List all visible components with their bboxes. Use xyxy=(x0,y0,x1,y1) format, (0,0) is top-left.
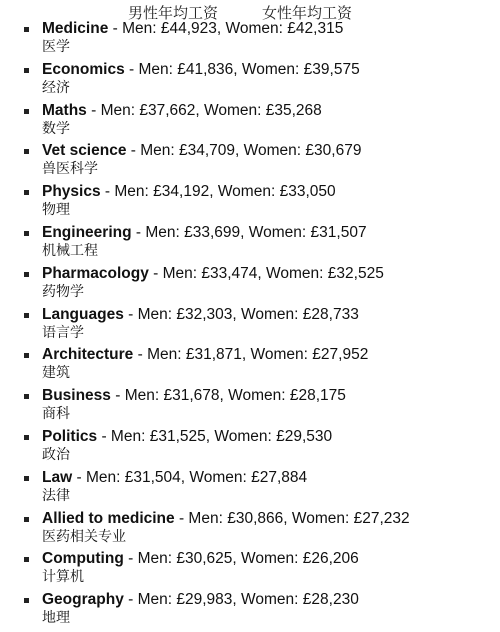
men-label: Men: xyxy=(110,427,146,445)
subject-salary-list xyxy=(0,19,500,631)
comma: , xyxy=(235,142,244,160)
comma: , xyxy=(240,223,249,241)
men-label: Men: xyxy=(138,60,173,78)
men-label: Men: xyxy=(137,591,173,609)
separator: - xyxy=(131,223,146,241)
bullet-icon xyxy=(24,598,29,603)
men-salary: £32,303 xyxy=(176,305,233,323)
women-salary: £33,050 xyxy=(279,183,336,201)
subject-chinese-name: 医药相关专业 xyxy=(42,528,126,545)
comma: , xyxy=(195,101,205,119)
subject-chinese-name: 经济 xyxy=(42,79,70,96)
salary-line xyxy=(42,590,500,609)
women-label: Women: xyxy=(214,427,272,445)
salary-line xyxy=(42,141,500,160)
salary-line xyxy=(42,549,500,568)
separator: - xyxy=(124,60,139,78)
men-label: Men: xyxy=(188,509,223,527)
men-salary: £34,192 xyxy=(153,183,210,201)
subject-list-item xyxy=(0,182,500,223)
bullet-icon xyxy=(24,435,29,440)
subject-list-item xyxy=(0,345,500,386)
women-label: Women: xyxy=(241,305,299,323)
men-salary: £30,866 xyxy=(227,509,284,527)
men-label: Men: xyxy=(100,101,136,119)
women-label: Women: xyxy=(225,20,283,37)
separator: - xyxy=(174,509,189,527)
bullet-icon xyxy=(24,190,29,195)
women-salary: £30,679 xyxy=(305,142,362,160)
comma: , xyxy=(283,509,292,527)
comma: , xyxy=(205,427,215,445)
subject-list-item xyxy=(0,264,500,305)
subject-chinese-name: 机械工程 xyxy=(42,242,98,259)
subject-list-item xyxy=(0,386,500,427)
separator: - xyxy=(126,142,141,160)
salary-line xyxy=(42,223,500,242)
subject-chinese-name: 医学 xyxy=(42,39,70,55)
women-label: Women: xyxy=(204,101,262,119)
comma: , xyxy=(219,387,229,405)
women-salary: £29,530 xyxy=(276,427,333,445)
women-salary: £42,315 xyxy=(287,20,344,37)
subject-chinese-name: 法律 xyxy=(42,487,70,504)
comma: , xyxy=(232,550,242,568)
separator: - xyxy=(123,591,138,609)
subject-name: Vet science xyxy=(42,142,127,160)
separator: - xyxy=(100,183,115,201)
salary-line xyxy=(42,305,500,324)
separator: - xyxy=(110,387,125,405)
subject-list-item xyxy=(0,427,500,468)
women-salary: £28,733 xyxy=(302,305,359,323)
separator: - xyxy=(97,427,111,445)
women-label: Women: xyxy=(241,60,300,78)
subject-name: Physics xyxy=(42,183,101,201)
subject-name: Economics xyxy=(42,60,125,78)
salary-line xyxy=(42,101,500,120)
comma: , xyxy=(232,305,242,323)
subject-chinese-name: 商科 xyxy=(42,406,70,423)
women-label: Women: xyxy=(228,387,286,405)
subject-list-item xyxy=(0,305,500,346)
salary-line xyxy=(42,427,500,446)
separator: - xyxy=(133,346,148,364)
subject-name: Maths xyxy=(42,101,87,119)
men-salary: £29,983 xyxy=(176,591,233,609)
subject-chinese-name: 政治 xyxy=(42,446,70,463)
subject-chinese-name: 药物学 xyxy=(42,283,84,300)
subject-list-item xyxy=(0,101,500,142)
salary-line xyxy=(42,386,500,405)
subject-name: Business xyxy=(42,387,111,405)
separator: - xyxy=(86,101,101,119)
subject-name: Languages xyxy=(42,305,124,323)
comma: , xyxy=(257,264,267,282)
separator: - xyxy=(123,305,138,323)
women-salary: £26,206 xyxy=(302,550,359,568)
subject-chinese-name: 语言学 xyxy=(42,324,84,341)
men-salary: £44,923 xyxy=(160,20,217,37)
women-label: Women: xyxy=(241,550,299,568)
men-salary: £31,504 xyxy=(124,468,181,486)
women-label: Women: xyxy=(189,468,247,486)
subject-list-item xyxy=(0,468,500,509)
men-salary: £41,836 xyxy=(177,60,234,78)
subject-name: Engineering xyxy=(42,223,132,241)
women-salary: £31,507 xyxy=(310,223,367,241)
men-label: Men: xyxy=(137,550,173,568)
subject-list-item xyxy=(0,549,500,590)
women-label: Women: xyxy=(241,591,299,609)
header-men-average-salary: 男性年均工资 xyxy=(128,4,219,22)
men-label: Men: xyxy=(85,468,121,486)
men-label: Men: xyxy=(122,20,157,37)
men-label: Men: xyxy=(145,223,180,241)
bullet-icon xyxy=(24,476,29,481)
men-salary: £37,662 xyxy=(139,101,196,119)
subject-list-item xyxy=(0,590,500,631)
subject-list-item xyxy=(0,223,500,264)
bullet-icon xyxy=(24,517,29,522)
salary-line xyxy=(42,264,500,283)
women-salary: £32,525 xyxy=(327,264,384,282)
subject-name: Allied to medicine xyxy=(42,509,175,527)
comma: , xyxy=(216,20,226,37)
women-salary: £39,575 xyxy=(303,60,360,78)
bullet-icon xyxy=(24,313,29,318)
bullet-icon xyxy=(24,231,29,236)
bullet-icon xyxy=(24,109,29,114)
men-salary: £30,625 xyxy=(176,550,233,568)
women-label: Women: xyxy=(243,142,302,160)
salary-line xyxy=(42,468,500,487)
bullet-icon xyxy=(24,272,29,277)
men-salary: £33,699 xyxy=(184,223,241,241)
header-women-average-salary: 女性年均工资 xyxy=(262,4,353,22)
women-salary: £35,268 xyxy=(265,101,322,119)
subject-name: Law xyxy=(42,468,73,486)
women-label: Women: xyxy=(248,223,307,241)
women-salary: £28,230 xyxy=(302,591,359,609)
women-salary: £27,884 xyxy=(251,468,308,486)
subject-name: Pharmacology xyxy=(42,264,149,282)
men-label: Men: xyxy=(114,183,149,201)
comma: , xyxy=(232,591,242,609)
comma: , xyxy=(209,183,218,201)
subject-chinese-name: 建筑 xyxy=(42,365,70,382)
separator: - xyxy=(72,468,86,486)
separator: - xyxy=(108,20,123,37)
men-salary: £31,525 xyxy=(149,427,206,445)
bullet-icon xyxy=(24,557,29,562)
subject-chinese-name: 物理 xyxy=(42,202,70,219)
men-label: Men: xyxy=(140,142,175,160)
subject-name: Architecture xyxy=(42,346,134,364)
separator: - xyxy=(148,264,163,282)
men-salary: £33,474 xyxy=(201,264,258,282)
women-label: Women: xyxy=(217,183,276,201)
men-label: Men: xyxy=(147,346,182,364)
subject-chinese-name: 地理 xyxy=(42,610,70,627)
women-label: Women: xyxy=(291,509,350,527)
subject-chinese-name: 计算机 xyxy=(42,569,84,586)
separator: - xyxy=(123,550,138,568)
subject-chinese-name: 兽医科学 xyxy=(42,161,98,178)
subject-list-item xyxy=(0,19,500,60)
subject-list-item xyxy=(0,141,500,182)
bullet-icon xyxy=(24,68,29,73)
bullet-icon xyxy=(24,353,29,358)
women-label: Women: xyxy=(250,346,308,364)
women-label: Women: xyxy=(266,264,324,282)
men-salary: £34,709 xyxy=(179,142,236,160)
subject-list-item xyxy=(0,509,500,550)
comma: , xyxy=(180,468,190,486)
comma: , xyxy=(233,60,242,78)
subject-list-item xyxy=(0,60,500,101)
men-salary: £31,871 xyxy=(185,346,242,364)
women-salary: £28,175 xyxy=(289,387,346,405)
subject-chinese-name: 数学 xyxy=(42,120,70,137)
bullet-icon xyxy=(24,149,29,154)
comma: , xyxy=(241,346,251,364)
salary-line xyxy=(42,345,500,364)
men-label: Men: xyxy=(162,264,198,282)
men-label: Men: xyxy=(124,387,160,405)
bullet-icon xyxy=(24,27,29,32)
subject-name: Medicine xyxy=(42,20,109,37)
men-label: Men: xyxy=(137,305,173,323)
women-salary: £27,952 xyxy=(312,346,369,364)
subject-name: Politics xyxy=(42,427,98,445)
men-salary: £31,678 xyxy=(163,387,220,405)
subject-name: Computing xyxy=(42,550,124,568)
salary-line xyxy=(42,60,500,79)
subject-name: Geography xyxy=(42,591,124,609)
women-salary: £27,232 xyxy=(353,509,410,527)
bullet-icon xyxy=(24,394,29,399)
salary-line xyxy=(42,182,500,201)
salary-line xyxy=(42,509,500,528)
salary-line xyxy=(42,19,500,38)
